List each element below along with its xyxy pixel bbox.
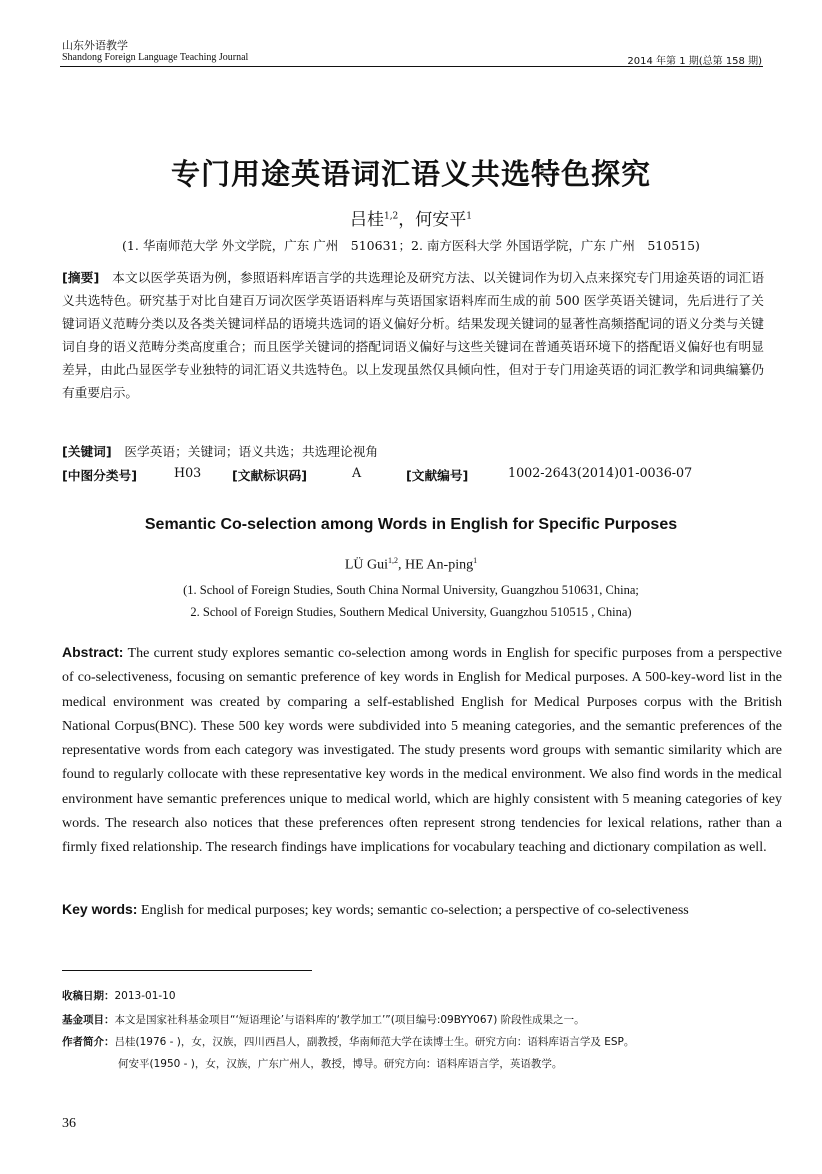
abstract-cn	[62, 266, 764, 405]
affiliation-en-1: (1. School of Foreign Studies, South China Normal University, Guangzhou 510631, China;	[183, 583, 639, 597]
clc-label: [中图分类号]	[62, 468, 138, 483]
fund-label: 基金项目：	[62, 1014, 115, 1026]
abstract-en	[62, 640, 782, 861]
author1-bio: 吕桂(1976 - )，女，汉族，四川西昌人，副教授，华南师范大学在读博士生。研究方向：语料库语言学及 ESP。	[114, 1036, 635, 1048]
fund-text: 本文是国家社科基金项目“‘短语理论’与语料库的‘教学加工’”(项目编号:09BYY067) 阶段性成果之一。	[114, 1014, 585, 1026]
authors-cn	[0, 205, 822, 230]
author-separator: ，	[398, 210, 416, 230]
abstract-text-cn: 本文以医学英语为例，参照语料库语言学的共选理论及研究方法、以关键词作为切入点来探究专门用途英语的词汇语义共选特色。研究基于对比自建百万词次医学英语语料库与英语国家语料库而生成的前 500 医学英语关键词，先后进行了关键词语义范畴分类以及各类关键词样品的语境共选词的语义偏好分析。结果发现关键词的显著性高频搭配词的语义分类与关键词自身的语义范畴分类高度重合；而且医学关键词的搭配词语义偏好与这些关键词在普通英语环境下的搭配语义偏好也有明显差异，由此凸显医学专业独特的词汇语义共选特色。以上发现虽然仅具倾向性，但对于专门用途英语的词汇教学和词典编纂仍有重要启示。	[62, 270, 765, 401]
journal-name-cn: 山东外语教学	[62, 39, 128, 52]
author-name: HE An-ping	[405, 557, 474, 573]
authors-label: 作者简介：	[62, 1036, 115, 1048]
author-affiliation-mark: 1,2	[383, 211, 399, 222]
received-label: 收稿日期：	[62, 990, 115, 1002]
author-affiliation-mark: 1,2	[388, 556, 399, 565]
author-affiliation-mark: 1	[466, 211, 473, 222]
article-title-cn: 专门用途英语词汇语义共选特色探究	[170, 157, 651, 191]
keywords-text-cn: 医学英语；关键词；语义共选；共选理论视角	[124, 444, 379, 459]
footnote-author2: 何安平(1950 - )，女，汉族，广东广州人，教授，博导。研究方向：语料库语言学，英语教学。	[118, 1058, 563, 1070]
keywords-label-cn: [关键词]	[62, 444, 112, 459]
abstract-label-cn: [摘要]	[62, 270, 100, 285]
authors-en	[0, 556, 822, 574]
footnote-fund	[62, 1013, 782, 1027]
page-number: 36	[62, 1116, 76, 1131]
abstract-label-en: Abstract:	[62, 644, 124, 660]
keywords-text-en: English for medical purposes; key words; semantic co-selection; a perspective of co-selectiveness	[140, 903, 689, 918]
article-number-value: 1002-2643(2014)01-0036-07	[508, 465, 693, 480]
keywords-cn	[62, 441, 378, 460]
footnote-received	[62, 989, 782, 1003]
issue-info: 2014 年第 1 期(总第 158 期)	[627, 56, 762, 67]
received-date: 2013-01-10	[114, 990, 176, 1002]
doc-code-label: [文献标识码]	[232, 468, 308, 483]
footnote-authors	[62, 1035, 782, 1049]
author-name: LÜ Gui	[344, 557, 389, 573]
doc-code-value: A	[352, 465, 362, 480]
author-name: 吕桂	[349, 210, 384, 230]
author-separator: ,	[398, 557, 406, 573]
author-name: 何安平	[415, 210, 467, 230]
journal-name-en: Shandong Foreign Language Teaching Journal	[62, 52, 249, 63]
keywords-en	[62, 901, 689, 919]
footnote-rule	[62, 970, 312, 971]
clc-value: H03	[174, 465, 202, 480]
abstract-text-en: The current study explores semantic co-selection among words in English for specific purposes from a perspective of co-selectiveness, focusing on semantic preference of key words in English for Medical purposes. A 500-key-word list in the medical environment was created by comparing a self-established English for Medical Purposes corpus with the British National Corpus(BNC). These 500 key words were subdivided into 5 meaning categories, and the semantic preferences of the representative words from each category was investigated. The study presents word groups with semantic similarity which are found to regularly collocate with these representative key words in the medical environment. We also find words in the medical environment have semantic preferences unique to medical world, which are highly consistent with 5 meaning categories of key words. The research also notices that these preferences often represent strong tendencies for lexical relations, rather than a firmly fixed relationship. The research findings have implications for vocabulary teaching and dictionary compilation as well.	[62, 646, 782, 856]
affiliation-cn: (1. 华南师范大学 外文学院，广东 广州 510631；2. 南方医科大学 外国语学院，广东 广州 510515)	[122, 238, 700, 253]
article-number-label: [文献编号]	[406, 468, 469, 483]
article-title-en: Semantic Co-selection among Words in English for Specific Purposes	[144, 516, 678, 533]
affiliation-en-2: 2. School of Foreign Studies, Southern Medical University, Guangzhou 510515 , China)	[190, 605, 632, 619]
header-rule	[60, 66, 763, 67]
keywords-label-en: Key words:	[62, 901, 138, 917]
author-affiliation-mark: 1	[473, 556, 478, 565]
